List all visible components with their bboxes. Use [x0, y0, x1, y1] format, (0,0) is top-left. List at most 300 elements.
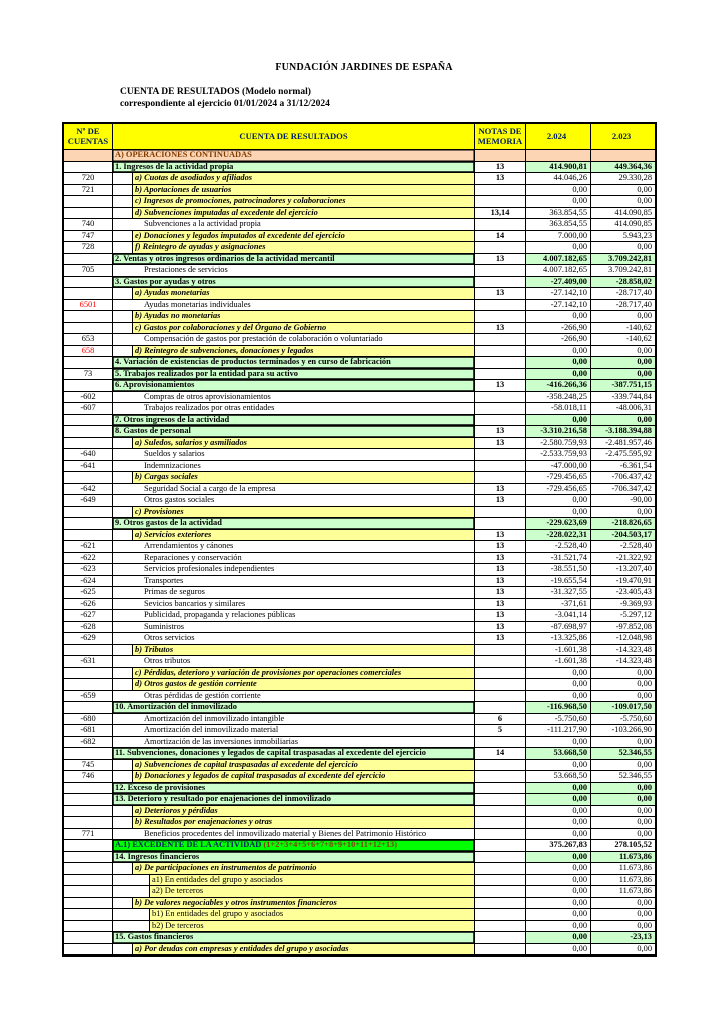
memory-note-cell: 13: [475, 541, 526, 553]
account-code-cell: [64, 311, 113, 323]
value-2023-cell: 11.673,86: [591, 863, 655, 875]
table-row: [64, 783, 655, 795]
row-label: b) Aportaciones de usuarios: [132, 185, 474, 196]
memory-note-cell: [475, 300, 526, 312]
indent-spacer: [113, 679, 132, 690]
row-label: Compras de otros aprovisionamientos: [144, 391, 271, 401]
value-2024-cell: 0,00: [526, 346, 591, 358]
table-row: [64, 645, 655, 657]
value-2024-cell: -27.142,10: [526, 300, 591, 312]
value-2024-cell: 363.854,55: [526, 208, 591, 220]
row-label-cell: [113, 484, 475, 496]
value-2023-cell: -28.858,02: [591, 277, 655, 289]
row-label-cell: [113, 323, 475, 335]
value-2024-cell: 0,00: [526, 944, 591, 956]
row-label: 3. Gastos por ayudas y otros: [113, 277, 474, 288]
row-label: 2. Ventas y otros ingresos ordinarios de la actividad mercantil: [113, 254, 474, 265]
header-account-number: [64, 124, 113, 150]
value-2023-cell: 5.943,23: [591, 231, 655, 243]
table-row: [64, 150, 655, 162]
table-row: [64, 944, 655, 956]
table-row: [64, 806, 655, 818]
indent-spacer: [113, 921, 149, 932]
table-row: [64, 587, 655, 599]
row-label: c) Provisiones: [132, 507, 474, 518]
value-2023-cell: 278.105,52: [591, 840, 655, 852]
row-label: Ayudas monetarias individuales: [144, 299, 251, 309]
value-2023-cell: -103.266,90: [591, 725, 655, 737]
row-label-cell: [113, 691, 475, 703]
account-code-cell: [64, 668, 113, 680]
table-row: [64, 829, 655, 841]
row-label: Amortización del inmovilizado material: [144, 725, 279, 734]
table-row: [64, 668, 655, 680]
account-code-cell: [64, 909, 113, 921]
table-row: [64, 725, 655, 737]
table-row: [64, 484, 655, 496]
indent-spacer: [113, 909, 149, 920]
row-label-cell: [113, 507, 475, 519]
memory-note-cell: [475, 449, 526, 461]
account-code-cell: 740: [64, 219, 113, 231]
row-label: d) Reintegro de subvenciones, donaciones y legados: [132, 346, 474, 357]
value-2023-cell: 0,00: [591, 185, 655, 197]
account-code-cell: [64, 426, 113, 438]
table-row: [64, 254, 655, 266]
row-label: Prestaciones de servicios: [144, 265, 228, 274]
row-label-cell: [113, 622, 475, 634]
table-row: [64, 863, 655, 875]
account-code-cell: -649: [64, 495, 113, 507]
row-label: e) Donaciones y legados imputados al excedente del ejercicio: [132, 231, 474, 242]
value-2023-cell: 11.673,86: [591, 886, 655, 898]
memory-note-cell: [475, 817, 526, 829]
row-label: 7. Otros ingresos de la actividad: [113, 415, 474, 426]
row-label: A) OPERACIONES CONTINUADAS: [113, 150, 474, 161]
indent-spacer: [113, 898, 132, 909]
account-code-cell: [64, 150, 113, 162]
row-label-cell: [113, 725, 475, 737]
memory-note-cell: 13: [475, 495, 526, 507]
value-2024-cell: -229.623,69: [526, 518, 591, 530]
account-code-cell: [64, 863, 113, 875]
row-label-cell: [113, 806, 475, 818]
row-label: a2) De terceros: [149, 886, 474, 897]
value-2023-cell: 52.346,55: [591, 771, 655, 783]
row-label: b2) De terceros: [149, 921, 474, 932]
value-2024-cell: -27.409,00: [526, 277, 591, 289]
row-label: Amortización de las inversiones inmobiliarias: [144, 736, 298, 746]
row-label-cell: [113, 518, 475, 530]
value-2024-cell: 0,00: [526, 369, 591, 381]
value-2023-cell: -28.717,40: [591, 288, 655, 300]
row-label: Otros gastos sociales: [144, 495, 215, 504]
row-label-cell: [113, 288, 475, 300]
table-row: [64, 794, 655, 806]
memory-note-cell: [475, 518, 526, 530]
memory-note-cell: [475, 909, 526, 921]
value-2024-cell: 0,00: [526, 921, 591, 933]
table-row: [64, 737, 655, 749]
memory-note-cell: 13: [475, 380, 526, 392]
report-period: correspondiente al ejercicio 01/01/2024 a 31/12/2024: [120, 98, 330, 109]
memory-note-cell: 13: [475, 587, 526, 599]
row-label: d) Otros gastos de gestión corriente: [132, 679, 474, 690]
row-label: Seguridad Social a cargo de la empresa: [144, 483, 276, 493]
account-code-cell: [64, 794, 113, 806]
row-label: a) Servicios exteriores: [132, 530, 474, 541]
table-row: [64, 415, 655, 427]
value-2023-cell: -23,13: [591, 932, 655, 944]
memory-note-cell: [475, 806, 526, 818]
table-row: [64, 346, 655, 358]
memory-note-cell: [475, 277, 526, 289]
memory-note-cell: [475, 760, 526, 772]
value-2023-cell: 0,00: [591, 909, 655, 921]
table-row: [64, 771, 655, 783]
table-row: [64, 392, 655, 404]
row-label-cell: [113, 311, 475, 323]
row-label-cell: [113, 277, 475, 289]
memory-note-cell: 13: [475, 254, 526, 266]
header-year-2023: [591, 124, 655, 150]
memory-note-cell: [475, 702, 526, 714]
row-label: b) Resultados por enajenaciones y otras: [132, 817, 474, 828]
value-2024-cell: 4.007.182,65: [526, 265, 591, 277]
value-2023-cell: [591, 150, 655, 162]
indent-spacer: [113, 196, 132, 207]
row-label-cell: [113, 863, 475, 875]
memory-note-cell: [475, 311, 526, 323]
value-2023-cell: -706.347,42: [591, 484, 655, 496]
header-notes-line2: MEMORIA: [477, 135, 523, 146]
table-row: [64, 530, 655, 542]
indent-spacer: [113, 645, 132, 656]
row-label-cell: [113, 564, 475, 576]
memory-note-cell: 13: [475, 633, 526, 645]
row-label-cell: [113, 461, 475, 473]
excedente-label: [113, 840, 474, 851]
row-label: Reparaciones y conservación: [144, 552, 242, 562]
table-row: [64, 507, 655, 519]
value-2023-cell: 0,00: [591, 817, 655, 829]
value-2023-cell: -14.323,48: [591, 656, 655, 668]
table-row: [64, 909, 655, 921]
row-label-cell: [113, 173, 475, 185]
indent-spacer: [113, 288, 132, 299]
memory-note-cell: 13: [475, 426, 526, 438]
indent-spacer: [113, 817, 132, 828]
table-row: [64, 461, 655, 473]
memory-note-cell: [475, 334, 526, 346]
row-label: 15. Gastos financieros: [113, 932, 474, 943]
account-code-cell: -624: [64, 576, 113, 588]
value-2024-cell: -13.325,86: [526, 633, 591, 645]
memory-note-cell: 6: [475, 714, 526, 726]
row-label: Subvenciones a la actividad propia: [144, 219, 261, 228]
value-2023-cell: 52.346,55: [591, 748, 655, 760]
account-code-cell: [64, 921, 113, 933]
value-2024-cell: 0,00: [526, 794, 591, 806]
row-label-cell: [113, 472, 475, 484]
value-2024-cell: 0,00: [526, 760, 591, 772]
account-code-cell: -629: [64, 633, 113, 645]
row-label-cell: [113, 783, 475, 795]
value-2023-cell: -2.481.957,46: [591, 438, 655, 450]
value-2024-cell: 0,00: [526, 357, 591, 369]
account-code-cell: 653: [64, 334, 113, 346]
value-2024-cell: -19.655,54: [526, 576, 591, 588]
account-code-cell: 747: [64, 231, 113, 243]
row-label-cell: [113, 737, 475, 749]
account-code-cell: [64, 875, 113, 887]
row-label: Indemnizaciones: [144, 460, 201, 470]
row-label: f) Reintegro de ayudas y asignaciones: [132, 242, 474, 253]
row-label-cell: [113, 656, 475, 668]
row-label: 9. Otros gastos de la actividad: [113, 518, 474, 529]
memory-note-cell: [475, 898, 526, 910]
table-row: [64, 242, 655, 254]
row-label: Otros tributos: [144, 656, 191, 665]
indent-spacer: [113, 668, 132, 679]
value-2024-cell: -27.142,10: [526, 288, 591, 300]
table-row: [64, 403, 655, 415]
row-label: b1) En entidades del grupo y asociados: [149, 909, 474, 920]
memory-note-cell: 13: [475, 288, 526, 300]
value-2024-cell: -729.456,65: [526, 484, 591, 496]
account-code-cell: 720: [64, 173, 113, 185]
memory-note-cell: [475, 265, 526, 277]
memory-note-cell: [475, 403, 526, 415]
row-label-cell: [113, 587, 475, 599]
account-code-cell: [64, 806, 113, 818]
row-label-cell: [113, 610, 475, 622]
memory-note-cell: 13: [475, 610, 526, 622]
account-code-cell: 746: [64, 771, 113, 783]
value-2024-cell: -87.698,97: [526, 622, 591, 634]
account-code-cell: -626: [64, 599, 113, 611]
row-label: b) Cargas sociales: [132, 472, 474, 483]
account-code-cell: [64, 162, 113, 174]
value-2024-cell: 0,00: [526, 898, 591, 910]
row-label: Publicidad, propaganda y relaciones públicas: [144, 610, 296, 619]
header-notes-line1: NOTAS DE: [478, 125, 522, 136]
row-label-cell: [113, 150, 475, 162]
indent-spacer: [113, 323, 132, 334]
account-code-cell: -627: [64, 610, 113, 622]
account-code-cell: -602: [64, 392, 113, 404]
table-row: [64, 369, 655, 381]
row-label-cell: [113, 645, 475, 657]
account-code-cell: [64, 679, 113, 691]
value-2024-cell: 0,00: [526, 829, 591, 841]
row-label-cell: [113, 771, 475, 783]
memory-note-cell: 13,14: [475, 208, 526, 220]
value-2023-cell: 3.709.242,81: [591, 265, 655, 277]
table-row: [64, 162, 655, 174]
table-row: [64, 426, 655, 438]
value-2023-cell: 0,00: [591, 311, 655, 323]
row-label-cell: [113, 921, 475, 933]
table-row: [64, 633, 655, 645]
row-label-cell: [113, 932, 475, 944]
memory-note-cell: [475, 679, 526, 691]
row-label: Primas de seguros: [144, 587, 205, 596]
row-label-cell: [113, 944, 475, 956]
row-label-cell: [113, 415, 475, 427]
memory-note-cell: [475, 196, 526, 208]
table-row: [64, 679, 655, 691]
table-row: [64, 622, 655, 634]
account-code-cell: -640: [64, 449, 113, 461]
value-2023-cell: -2.475.595,92: [591, 449, 655, 461]
account-code-cell: -681: [64, 725, 113, 737]
value-2024-cell: 0,00: [526, 806, 591, 818]
table-row: [64, 277, 655, 289]
header-2023-label: 2.023: [611, 130, 632, 141]
account-code-cell: [64, 748, 113, 760]
row-label: a) Por deudas con empresas y entidades del grupo y asociadas: [132, 944, 474, 955]
row-label: 13. Deterioro y resultado por enajenaciones del inmovilizado: [113, 794, 474, 805]
row-label: 8. Gastos de personal: [113, 426, 474, 437]
row-label-cell: [113, 380, 475, 392]
row-label-cell: [113, 426, 475, 438]
account-code-cell: [64, 898, 113, 910]
account-code-cell: -621: [64, 541, 113, 553]
value-2024-cell: 0,00: [526, 737, 591, 749]
excedente-label-main: A.1) EXCEDENTE DE LA ACTIVIDAD: [115, 840, 264, 849]
value-2024-cell: -111.217,90: [526, 725, 591, 737]
row-label-cell: [113, 553, 475, 565]
value-2023-cell: -6.361,54: [591, 461, 655, 473]
row-label: Servicios profesionales independientes: [144, 564, 275, 573]
row-label-cell: [113, 886, 475, 898]
value-2024-cell: 0,00: [526, 196, 591, 208]
account-code-cell: [64, 840, 113, 852]
account-code-cell: -623: [64, 564, 113, 576]
table-row: [64, 438, 655, 450]
row-label-cell: [113, 242, 475, 254]
value-2024-cell: 53.668,50: [526, 771, 591, 783]
row-label-cell: [113, 254, 475, 266]
row-label: 10. Amortización del inmovilizado: [113, 702, 474, 713]
value-2024-cell: 0,00: [526, 886, 591, 898]
value-2023-cell: 414.090,85: [591, 219, 655, 231]
memory-note-cell: [475, 875, 526, 887]
row-label-cell: [113, 300, 475, 312]
indent-spacer: [113, 760, 132, 771]
value-2023-cell: 3.709.242,81: [591, 254, 655, 266]
table-row: [64, 265, 655, 277]
memory-note-cell: [475, 242, 526, 254]
table-row: [64, 921, 655, 933]
value-2024-cell: -47.000,00: [526, 461, 591, 473]
row-label-cell: [113, 840, 475, 852]
row-label-cell: [113, 541, 475, 553]
table-row: [64, 840, 655, 852]
table-row: [64, 886, 655, 898]
table-header-row: [64, 124, 655, 150]
row-label: 5. Trabajos realizados por la entidad para su activo: [113, 369, 474, 380]
row-label-cell: [113, 702, 475, 714]
value-2024-cell: -2.528,40: [526, 541, 591, 553]
row-label: a) Deterioros y pérdidas: [132, 806, 474, 817]
memory-note-cell: [475, 219, 526, 231]
table-row: [64, 196, 655, 208]
row-label-cell: [113, 208, 475, 220]
value-2023-cell: 0,00: [591, 691, 655, 703]
value-2023-cell: -28.717,40: [591, 300, 655, 312]
value-2023-cell: 0,00: [591, 760, 655, 772]
indent-spacer: [113, 472, 132, 483]
account-code-cell: -622: [64, 553, 113, 565]
row-label: Otros servicios: [144, 633, 195, 642]
memory-note-cell: 5: [475, 725, 526, 737]
value-2023-cell: 0,00: [591, 898, 655, 910]
indent-spacer: [113, 530, 132, 541]
table-row: [64, 748, 655, 760]
account-code-cell: 73: [64, 369, 113, 381]
value-2023-cell: -109.017,50: [591, 702, 655, 714]
account-code-cell: [64, 702, 113, 714]
row-label-cell: [113, 196, 475, 208]
value-2024-cell: 7.000,00: [526, 231, 591, 243]
row-label: Beneficios procedentes del inmovilizado material y Bienes del Patrimonio Histórico: [144, 828, 427, 838]
value-2024-cell: 414.900,81: [526, 162, 591, 174]
row-label-cell: [113, 794, 475, 806]
table-row: [64, 219, 655, 231]
value-2024-cell: -2.580.759,93: [526, 438, 591, 450]
value-2024-cell: -416.266,36: [526, 380, 591, 392]
value-2024-cell: 0,00: [526, 691, 591, 703]
table-row: [64, 564, 655, 576]
value-2024-cell: -266,90: [526, 334, 591, 346]
account-code-cell: -625: [64, 587, 113, 599]
value-2024-cell: -371,61: [526, 599, 591, 611]
memory-note-cell: [475, 829, 526, 841]
value-2024-cell: 0,00: [526, 507, 591, 519]
row-label-cell: [113, 403, 475, 415]
value-2024-cell: -31.521,74: [526, 553, 591, 565]
row-label: Sueldos y salarios: [144, 449, 205, 458]
row-label-cell: [113, 369, 475, 381]
table-row: [64, 932, 655, 944]
row-label: Compensación de gastos por prestación de colaboración o voluntariado: [144, 334, 383, 343]
row-label: 1. Ingresos de la actividad propia: [113, 162, 474, 173]
account-code-cell: [64, 932, 113, 944]
memory-note-cell: 14: [475, 748, 526, 760]
value-2024-cell: 0,00: [526, 311, 591, 323]
account-code-cell: -631: [64, 656, 113, 668]
value-2024-cell: -58.018,11: [526, 403, 591, 415]
value-2023-cell: 0,00: [591, 679, 655, 691]
account-code-cell: [64, 254, 113, 266]
value-2023-cell: 0,00: [591, 944, 655, 956]
header-memory-notes: [475, 124, 526, 150]
value-2023-cell: -3.188.394,88: [591, 426, 655, 438]
account-code-cell: -659: [64, 691, 113, 703]
value-2024-cell: 0,00: [526, 863, 591, 875]
value-2024-cell: 0,00: [526, 817, 591, 829]
account-code-cell: 705: [64, 265, 113, 277]
memory-note-cell: 13: [475, 162, 526, 174]
row-label-cell: [113, 852, 475, 864]
table-row: [64, 334, 655, 346]
account-code-cell: [64, 886, 113, 898]
value-2024-cell: 0,00: [526, 909, 591, 921]
row-label: Suministros: [144, 621, 185, 631]
value-2023-cell: 29.330,28: [591, 173, 655, 185]
